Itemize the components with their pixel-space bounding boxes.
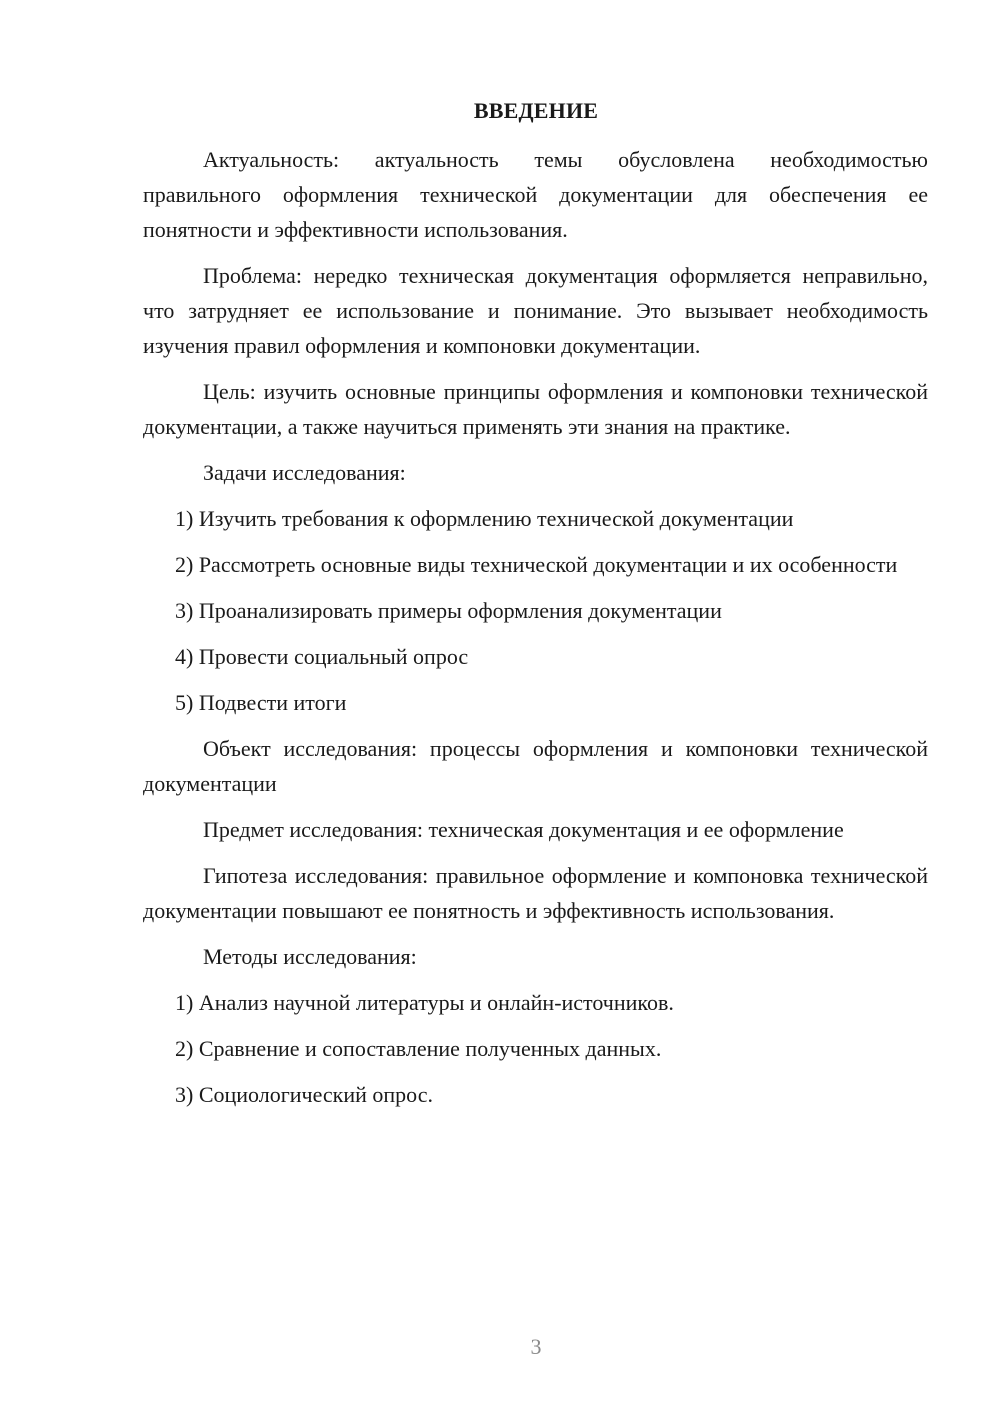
task-item: 3) Проанализировать примеры оформления документации xyxy=(175,598,722,623)
relevance-paragraph: Актуальность: актуальность темы обусловлена необходимостью правильного оформления технической документации для обеспечения ее понятности и эффективности использования. xyxy=(143,147,928,242)
methods-heading: Методы исследования: xyxy=(203,944,417,969)
subject-paragraph: Предмет исследования: техническая документация и ее оформление xyxy=(203,817,844,842)
page-title: ВВЕДЕНИЕ xyxy=(473,98,599,123)
hypothesis-paragraph: Гипотеза исследования: правильное оформление и компоновка технической документации повышают ее понятность и эффективность использования. xyxy=(143,863,928,923)
task-item: 4) Провести социальный опрос xyxy=(175,644,469,669)
method-item: 2) Сравнение и сопоставление полученных данных. xyxy=(175,1036,662,1061)
method-item: 1) Анализ научной литературы и онлайн-источников. xyxy=(175,990,674,1015)
task-item: 5) Подвести итоги xyxy=(175,690,347,715)
task-item: 1) Изучить требования к оформлению технической документации xyxy=(175,506,794,531)
problem-paragraph: Проблема: нередко техническая документация оформляется неправильно, что затрудняет ее использование и понимание. Это вызывает необходимость изучения правил оформления и компоновки документации. xyxy=(143,263,928,358)
task-item: 2) Рассмотреть основные виды технической документации и их особенности xyxy=(175,552,898,577)
method-item: 3) Социологический опрос. xyxy=(175,1082,433,1107)
tasks-heading: Задачи исследования: xyxy=(203,460,406,485)
document-body xyxy=(143,142,928,1123)
goal-paragraph: Цель: изучить основные принципы оформления и компоновки технической документации, а также научиться применять эти знания на практике. xyxy=(143,379,928,439)
object-paragraph: Объект исследования: процессы оформления и компоновки технической документации xyxy=(143,736,928,796)
page-number: 3 xyxy=(530,1334,542,1359)
